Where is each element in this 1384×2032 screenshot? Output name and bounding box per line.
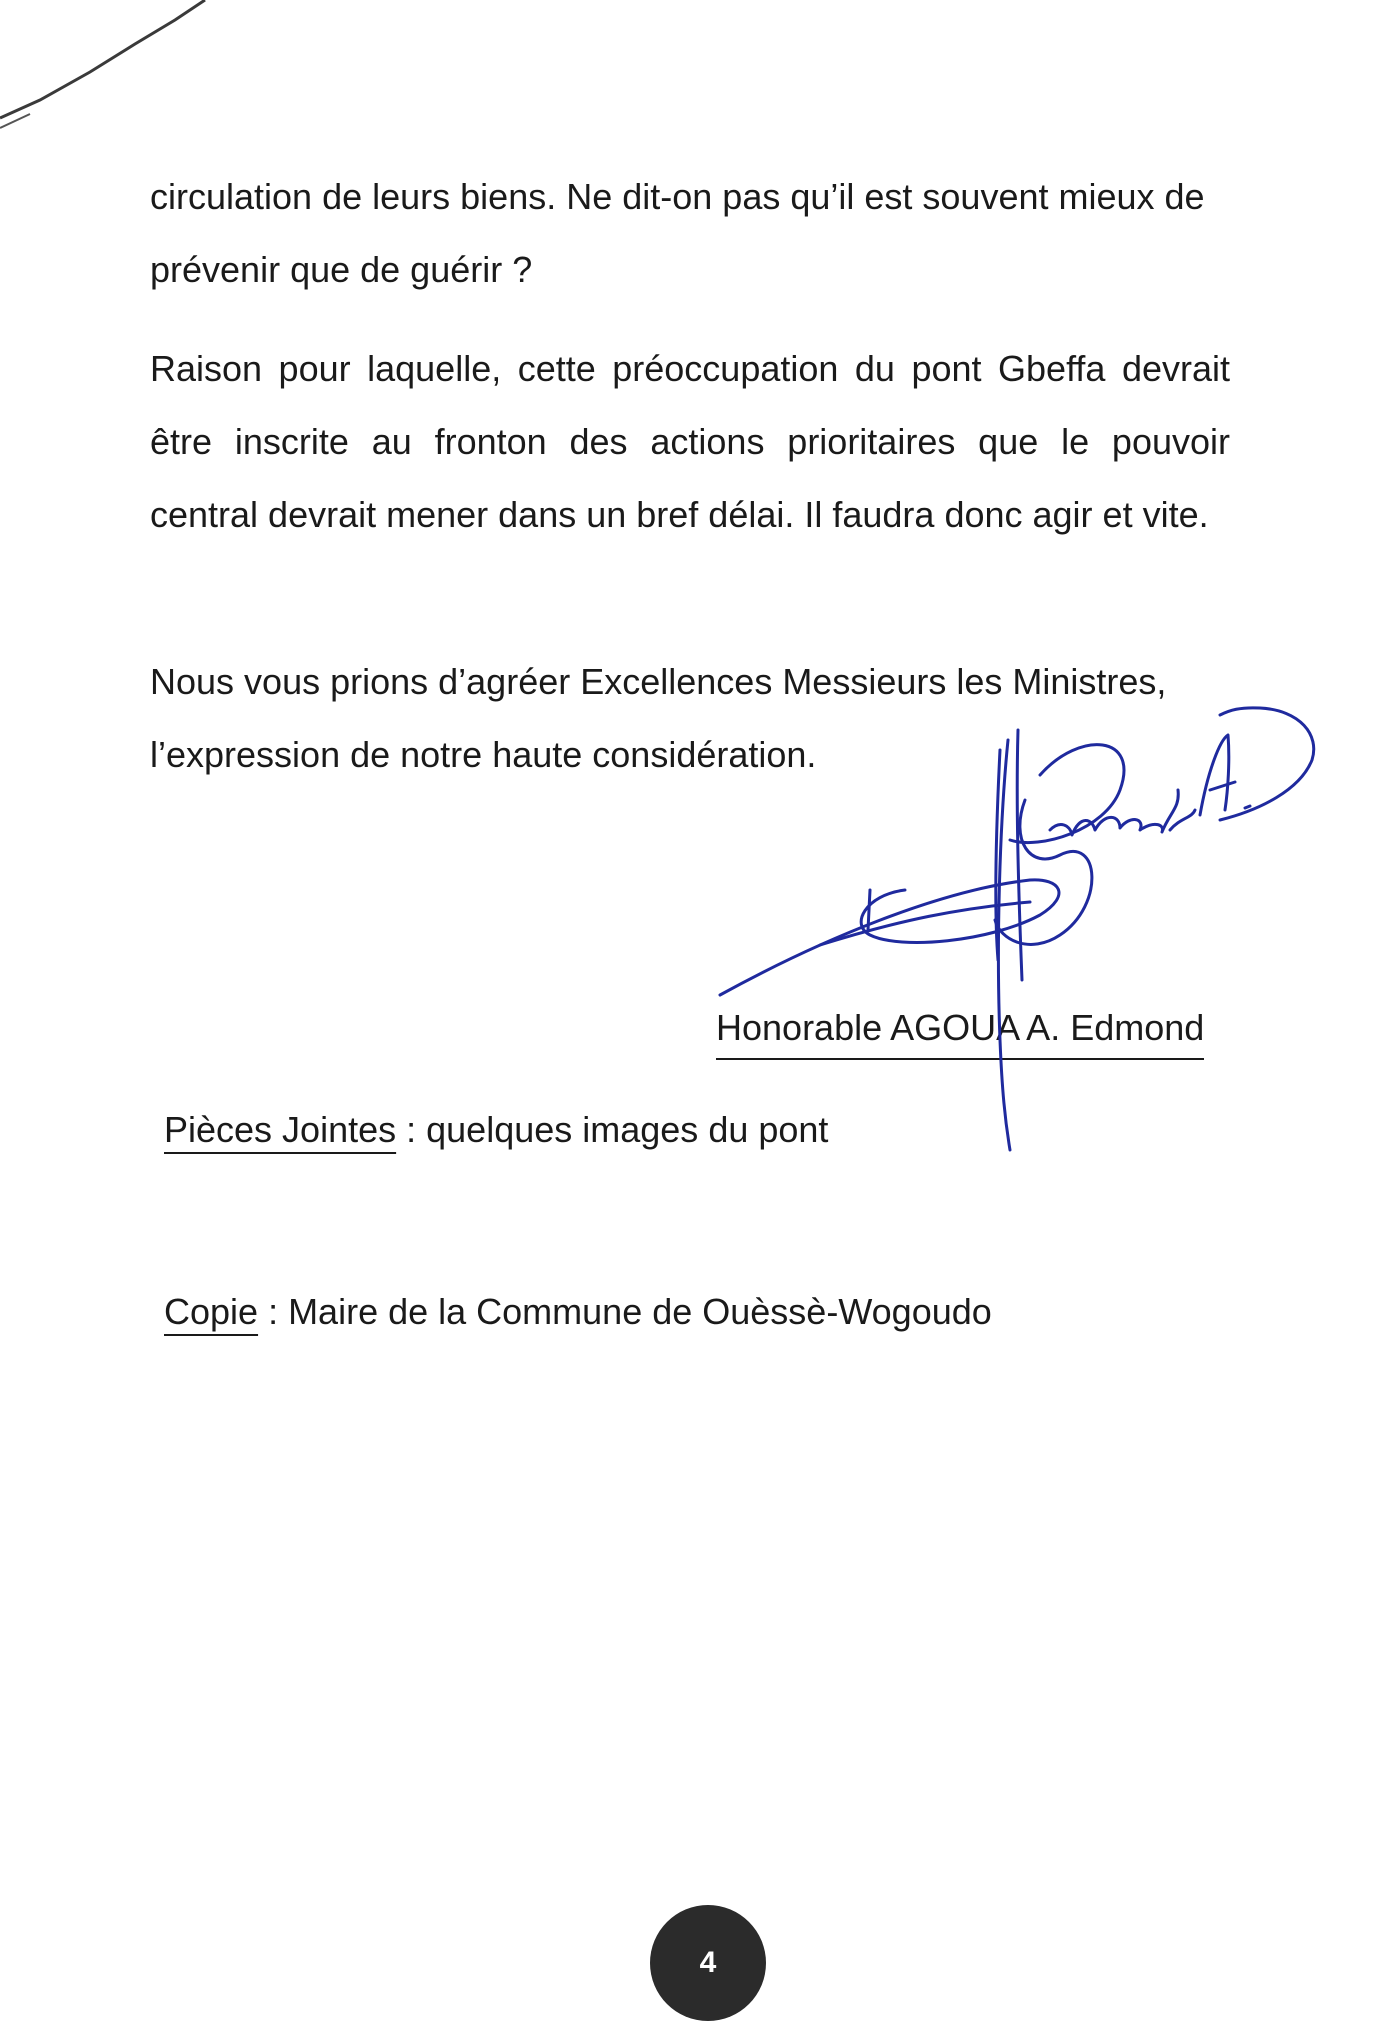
copy-text: : Maire de la Commune de Ouèssè-Wogoudo	[258, 1291, 992, 1332]
attachments-text: : quelques images du pont	[396, 1109, 829, 1150]
paragraph-closing-salutation: Nous vous prions d’agréer Excellences Messieurs les Ministres, l’expression de notre haute considération.	[150, 661, 1167, 775]
signer-name: Honorable AGOUA A. Edmond	[716, 998, 1204, 1060]
page-number-badge: 4	[650, 1905, 766, 2021]
folded-corner-mark	[0, 0, 220, 140]
attachments-line	[164, 1100, 828, 1160]
attachments-label: Pièces Jointes	[164, 1109, 397, 1150]
paragraph-priority: Raison pour laquelle, cette préoccupation du pont Gbeffa devrait être inscrite au fronton des actions prioritaires que le pouvoir central devrait mener dans un bref délai. Il faudra donc agir et vite.	[150, 348, 1230, 535]
paragraph-prevention: circulation de leurs biens. Ne dit-on pas qu’il est souvent mieux de prévenir que de guérir ?	[150, 176, 1205, 290]
copy-line	[164, 1282, 992, 1342]
copy-label: Copie	[164, 1291, 259, 1332]
